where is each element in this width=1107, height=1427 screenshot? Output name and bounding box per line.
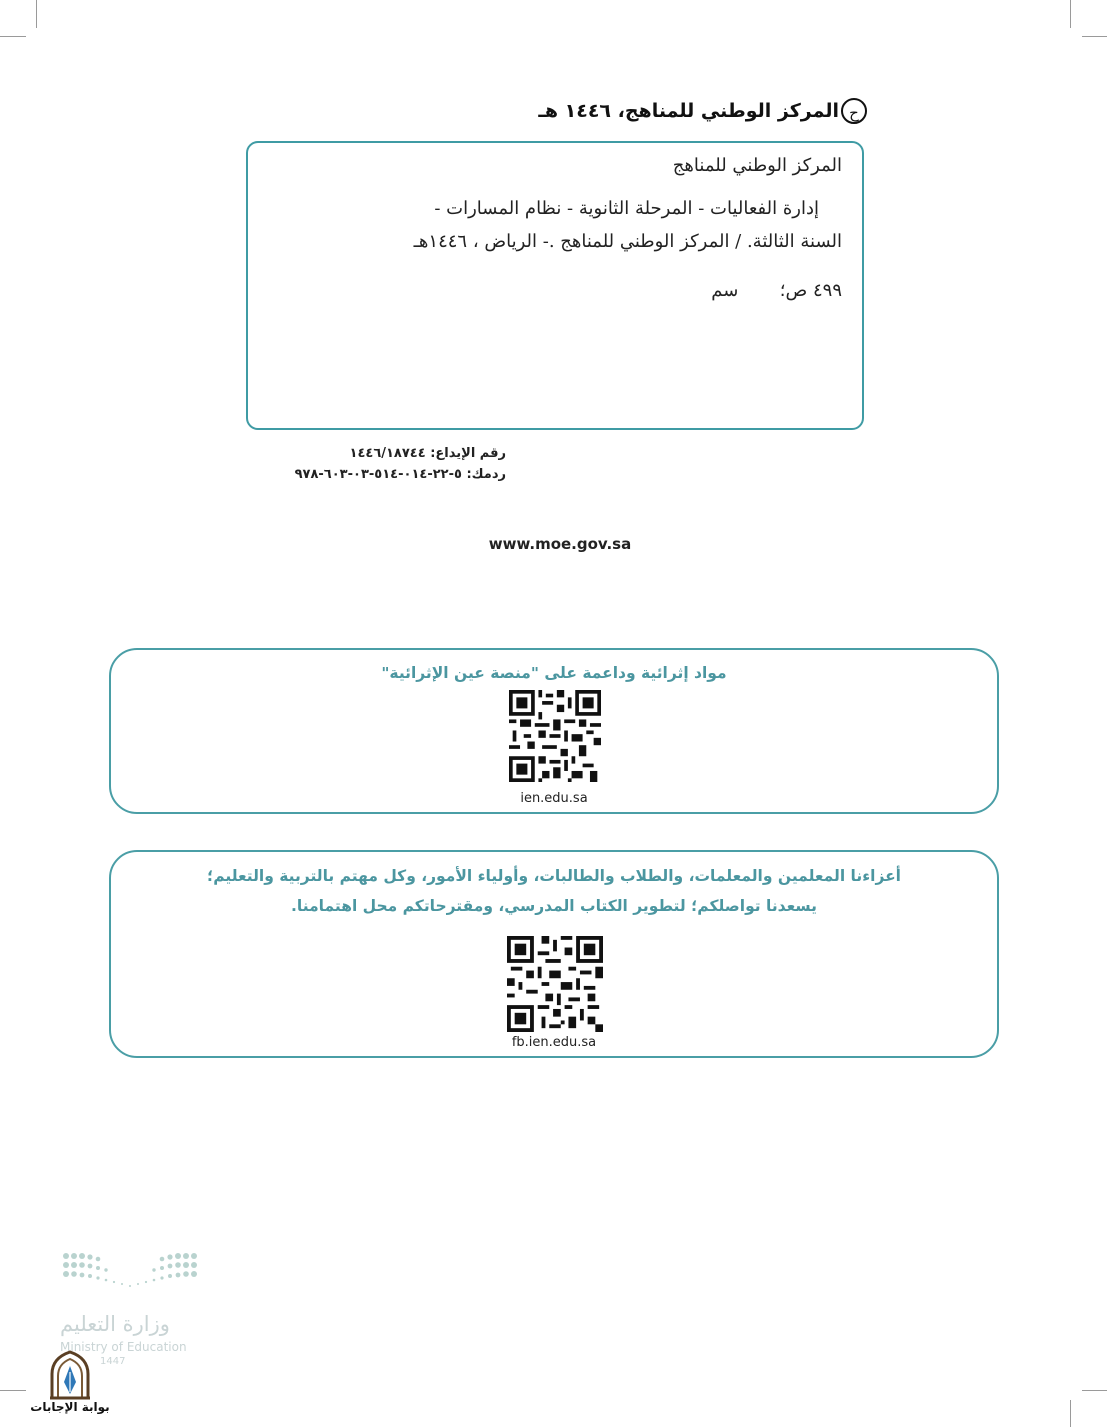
deposit-number: رقم الإيداع: ١٤٤٦/١٨٧٤٤ bbox=[349, 446, 506, 461]
feedback-line2: يسعدنا تواصلكم؛ لتطوير الكتاب المدرسي، ومقترحاتكم محل اهتمامنا. bbox=[291, 897, 817, 915]
copyright-line bbox=[538, 98, 867, 124]
crop-mark bbox=[36, 0, 37, 28]
crop-mark bbox=[0, 1390, 26, 1391]
catalog-page-count: ٤٩٩ ص؛ bbox=[779, 280, 842, 301]
website-link[interactable]: www.moe.gov.sa bbox=[488, 535, 632, 553]
dome-pen-icon bbox=[48, 1350, 92, 1400]
ministry-dots-icon bbox=[60, 1250, 200, 1300]
portal-label: بوابة الإجابات bbox=[30, 1400, 110, 1414]
qr-code-icon[interactable] bbox=[507, 936, 603, 1032]
ministry-english-name: Ministry of Education bbox=[60, 1340, 187, 1354]
enrichment-platform-box bbox=[109, 648, 999, 814]
ministry-year: 1447 bbox=[100, 1356, 126, 1367]
crop-mark bbox=[0, 36, 26, 37]
copyright-text: المركز الوطني للمناهج، ١٤٤٦ هـ bbox=[538, 100, 839, 122]
cataloging-record-box bbox=[246, 141, 864, 430]
crop-mark bbox=[1070, 0, 1071, 28]
enrichment-title: مواد إثرائية وداعمة على "منصة عين الإثرائية" bbox=[381, 664, 727, 682]
catalog-size-unit: سم bbox=[711, 280, 739, 301]
catalog-title-line1: إدارة الفعاليات - المرحلة الثانوية - نظام المسارات - bbox=[434, 198, 819, 219]
catalog-pages bbox=[711, 280, 842, 301]
enrichment-qr-caption[interactable]: ien.edu.sa bbox=[520, 791, 588, 806]
qr-code-icon[interactable] bbox=[509, 690, 601, 782]
isbn: ردمك: ٥-٢٢-٠١٤-٥١٤-٠٣-٦٠٣-٩٧٨ bbox=[294, 467, 506, 482]
feedback-box bbox=[109, 850, 999, 1058]
crop-mark bbox=[1082, 1390, 1107, 1391]
catalog-publisher: المركز الوطني للمناهج bbox=[672, 155, 842, 176]
feedback-qr-caption[interactable]: fb.ien.edu.sa bbox=[511, 1035, 597, 1050]
crop-mark bbox=[1082, 36, 1107, 37]
ministry-arabic-name: وزارة التعليم bbox=[60, 1312, 170, 1336]
feedback-line1: أعزاءنا المعلمين والمعلمات، والطلاب والطالبات، وأولياء الأمور، وكل مهتم بالتربية والتعليم؛ bbox=[207, 867, 901, 885]
copyright-symbol: ح bbox=[841, 98, 867, 124]
crop-mark bbox=[1070, 1400, 1071, 1427]
catalog-title-line2: السنة الثالثة. / المركز الوطني للمناهج .- الرياض ، ١٤٤٦هـ bbox=[413, 231, 842, 252]
